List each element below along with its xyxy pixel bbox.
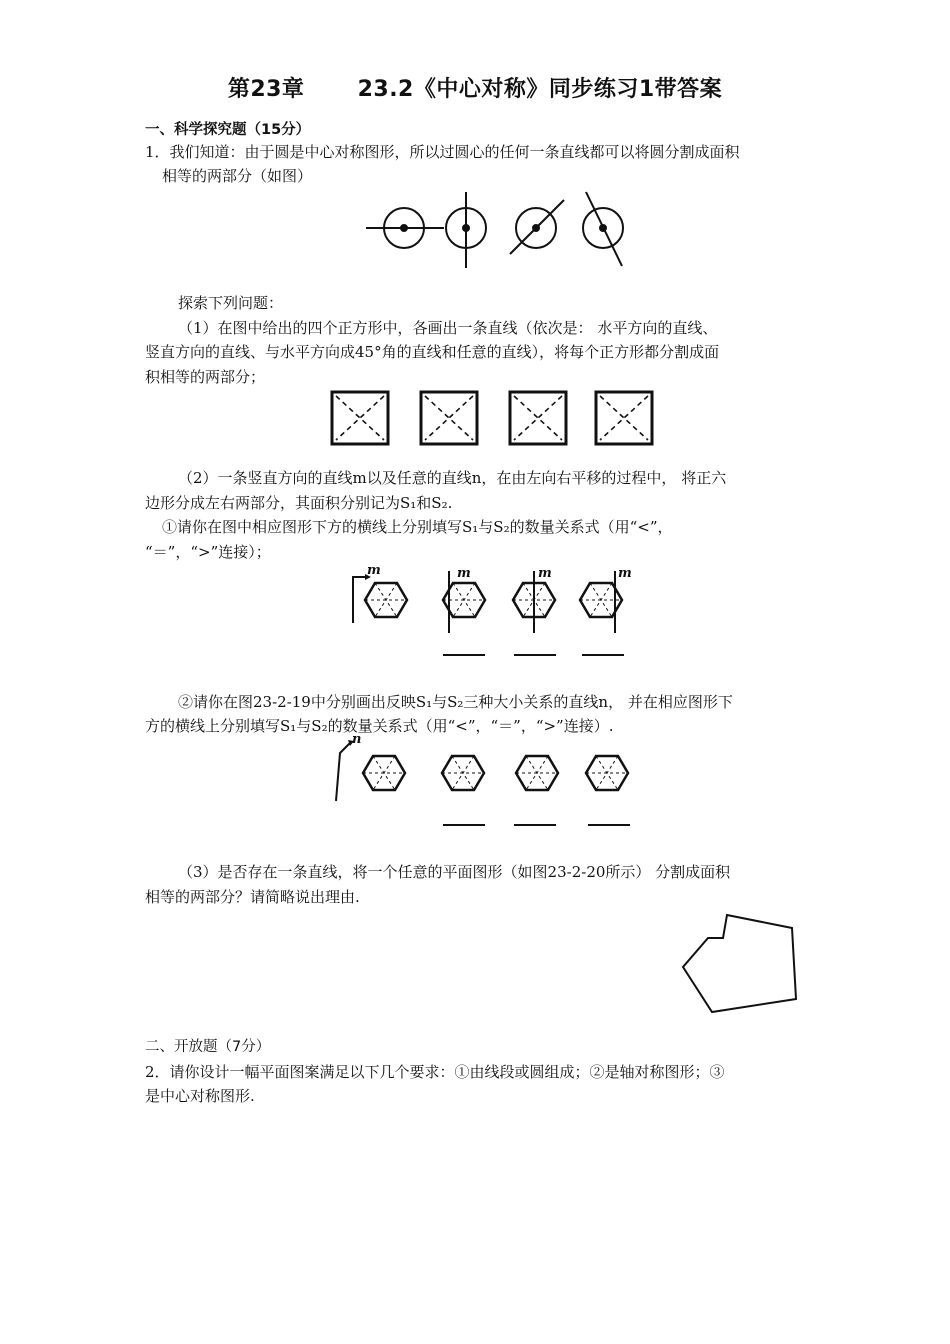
hexagon-n-1 xyxy=(336,732,405,801)
section-1-heading: 一、科学探究题（15分） xyxy=(145,122,311,138)
answer-blank-m-3[interactable] xyxy=(582,654,624,656)
circle-arbitrary-line xyxy=(583,192,623,266)
hexagon-m-3 xyxy=(513,566,555,633)
square-4 xyxy=(596,392,652,444)
irregular-polygon-figure xyxy=(680,912,805,1017)
label-m: m xyxy=(367,563,381,578)
part-1-line-3: 积相等的两部分； xyxy=(145,368,266,386)
circle-diagonal-line xyxy=(510,200,564,254)
q2-text-line-2: 是中心对称图形. xyxy=(145,1087,255,1105)
section-2-heading: 二、开放题（7分） xyxy=(145,1039,271,1055)
explore-text: 探索下列问题： xyxy=(178,294,284,312)
part-2-line-2: 边形分成左右两部分，其面积分别记为S₁和S₂. xyxy=(145,494,453,512)
hexagon-m-1 xyxy=(353,563,407,623)
label-m: m xyxy=(457,566,471,581)
part-2b-line-2: 方的横线上分别填写S₁与S₂的数量关系式（用“<”，“＝”，“>”连接）. xyxy=(145,717,614,735)
hexagon-n-2 xyxy=(442,756,484,790)
part-2b-line-1: ②请你在图23-2-19中分别画出反映S₁与S₂三种大小关系的直线n， 并在相应图形下 xyxy=(178,693,733,711)
page-title: 第23章 23.2《中心对称》同步练习1带答案 xyxy=(227,77,723,102)
answer-blank-n-2[interactable] xyxy=(514,824,556,826)
circle-vertical-line xyxy=(446,192,486,268)
part-3-line-2: 相等的两部分？请简略说出理由. xyxy=(145,888,360,906)
circles-figure xyxy=(360,190,635,270)
circle-horizontal-line xyxy=(366,208,444,248)
hexagon-m-2 xyxy=(443,566,485,633)
part-2a-line-2: “＝”，“>”连接）； xyxy=(145,543,271,561)
part-2a-line-1: ①请你在图中相应图形下方的横线上分别填写S₁与S₂的数量关系式（用“<”， xyxy=(162,518,673,536)
part-1-line-2: 竖直方向的直线、与水平方向成45°角的直线和任意的直线），将每个正方形都分割成面 xyxy=(145,343,720,361)
square-3 xyxy=(510,392,566,444)
q1-text-line-2: 相等的两部分（如图） xyxy=(162,167,313,185)
answer-blank-m-1[interactable] xyxy=(443,654,485,656)
label-m: m xyxy=(618,566,632,581)
answer-blank-m-2[interactable] xyxy=(514,654,556,656)
part-3-line-1: （3）是否存在一条直线，将一个任意的平面图形（如图23-2-20所示） 分割成面积 xyxy=(178,863,731,881)
square-2 xyxy=(421,392,477,444)
squares-figure xyxy=(328,388,658,448)
q2-text-line-1: 2．请你设计一幅平面图案满足以下几个要求：①由线段或圆组成；②是轴对称图形；③ xyxy=(145,1063,725,1081)
hexagon-n-4 xyxy=(586,756,628,790)
hexagons-n-figure xyxy=(330,732,650,807)
part-1-line-1: （1）在图中给出的四个正方形中，各画出一条直线（依次是： 水平方向的直线、 xyxy=(178,319,718,337)
label-m: m xyxy=(538,566,552,581)
answer-blank-n-1[interactable] xyxy=(443,824,485,826)
q1-text-line-1: 1．我们知道：由于圆是中心对称图形，所以过圆心的任何一条直线都可以将圆分割成面积 xyxy=(145,143,740,161)
hexagons-m-figure xyxy=(345,565,645,640)
label-n: n xyxy=(352,732,362,747)
answer-blank-n-3[interactable] xyxy=(588,824,630,826)
hexagon-m-4 xyxy=(580,566,632,633)
hexagon-n-3 xyxy=(516,756,558,790)
square-1 xyxy=(332,392,388,444)
part-2-line-1: （2）一条竖直方向的直线m以及任意的直线n，在由左向右平移的过程中， 将正六 xyxy=(178,469,727,487)
